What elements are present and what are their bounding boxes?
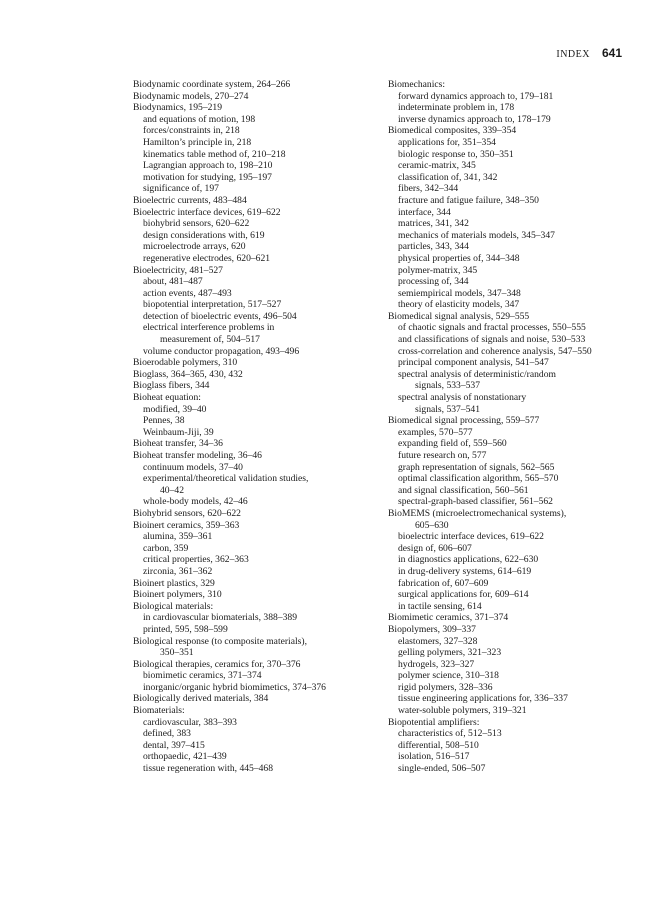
index-subentry: printed, 595, 598–599 [143, 623, 228, 635]
index-subentry: principal component analysis, 541–547 [398, 357, 549, 369]
index-subentry: polymer-matrix, 345 [398, 264, 478, 276]
index-subentry: expanding field of, 559–560 [398, 438, 507, 450]
index-subentry: spectral analysis of deterministic/random [398, 368, 556, 380]
index-subentry: particles, 343, 344 [398, 241, 469, 253]
index-subentry: indeterminate problem in, 178 [398, 102, 515, 114]
index-subentry: inverse dynamics approach to, 178–179 [398, 113, 551, 125]
index-subentry: of chaotic signals and fractal processes, 550–555 [398, 322, 586, 334]
index-subentry: forward dynamics approach to, 179–181 [398, 90, 554, 102]
index-subentry: significance of, 197 [143, 183, 219, 195]
index-entry: Biopolymers, 309–337 [388, 623, 476, 635]
index-entry: Biological therapies, ceramics for, 370–376 [133, 658, 301, 670]
index-entry: Biological materials: [133, 600, 214, 612]
index-subentry: action events, 487–493 [143, 287, 232, 299]
index-entry: Biomedical signal processing, 559–577 [388, 415, 540, 427]
index-subentry: mechanics of materials models, 345–347 [398, 229, 555, 241]
index-subentry: microelectrode arrays, 620 [143, 241, 246, 253]
index-subentry: hydrogels, 323–327 [398, 658, 475, 670]
index-column-left [133, 79, 373, 775]
index-subentry: carbon, 359 [143, 542, 189, 554]
index-subentry: tissue regeneration with, 445–468 [143, 763, 274, 775]
index-continuation: signals, 533–537 [415, 380, 481, 392]
index-subentry: biopotential interpretation, 517–527 [143, 299, 282, 311]
index-subentry: single-ended, 506–507 [398, 763, 486, 775]
index-subentry: critical properties, 362–363 [143, 554, 249, 566]
index-subentry: theory of elasticity models, 347 [398, 299, 520, 311]
index-continuation: 605–630 [415, 519, 449, 531]
index-subentry: dental, 397–415 [143, 739, 205, 751]
index-subentry: water-soluble polymers, 319–321 [398, 705, 527, 717]
index-subentry: elastomers, 327–328 [398, 635, 478, 647]
index-subentry: Hamilton’s principle in, 218 [143, 136, 252, 148]
index-subentry: in tactile sensing, 614 [398, 600, 482, 612]
index-entry: Biodynamics, 195–219 [133, 102, 223, 114]
index-subentry: whole-body models, 42–46 [143, 496, 248, 508]
index-continuation: 40–42 [160, 484, 184, 496]
index-subentry: ceramic-matrix, 345 [398, 160, 476, 172]
index-subentry: characteristics of, 512–513 [398, 728, 502, 740]
index-subentry: fibers, 342–344 [398, 183, 459, 195]
index-subentry: continuum models, 37–40 [143, 461, 243, 473]
index-subentry: detection of bioelectric events, 496–504 [143, 310, 297, 322]
index-entry: Biologically derived materials, 384 [133, 693, 269, 705]
index-subentry: future research on, 577 [398, 450, 487, 461]
index-subentry: biologic response to, 350–351 [398, 148, 514, 160]
index-subentry: matrices, 341, 342 [398, 218, 469, 230]
index-subentry: bioelectric interface devices, 619–622 [398, 531, 544, 543]
index-subentry: regenerative electrodes, 620–621 [143, 252, 271, 264]
index-entry: Bioglass fibers, 344 [133, 380, 210, 392]
index-subentry: applications for, 351–354 [398, 136, 496, 148]
index-subentry: alumina, 359–361 [143, 531, 213, 543]
index-entry: Bioinert ceramics, 359–363 [133, 519, 240, 531]
index-subentry: gelling polymers, 321–323 [398, 647, 502, 659]
index-subentry: biohybrid sensors, 620–622 [143, 218, 250, 230]
index-subentry: in diagnostics applications, 622–630 [398, 554, 539, 566]
index-subentry: cross-correlation and coherence analysis, 547–550 [398, 345, 592, 357]
index-subentry: Pennes, 38 [143, 415, 185, 427]
index-subentry: electrical interference problems in [143, 322, 275, 334]
section-title: INDEX [556, 49, 590, 60]
index-subentry: fabrication of, 607–609 [398, 577, 489, 589]
index-subentry: about, 481–487 [143, 276, 203, 288]
index-entry: Bioerodable polymers, 310 [133, 357, 238, 369]
index-subentry: and classifications of signals and noise, 530–533 [398, 334, 586, 346]
index-subentry: rigid polymers, 328–336 [398, 681, 493, 693]
index-subentry: Weinbaum-Jiji, 39 [143, 426, 214, 438]
index-entry: Biodynamic coordinate system, 264–266 [133, 79, 291, 90]
index-entry: Bioinert polymers, 310 [133, 589, 222, 601]
index-subentry: modified, 39–40 [143, 403, 207, 415]
index-entry: BioMEMS (microelectromechanical systems), [388, 507, 567, 519]
index-continuation: measurement of, 504–517 [160, 334, 260, 346]
index-entry: Biodynamic models, 270–274 [133, 90, 249, 102]
index-subentry: volume conductor propagation, 493–496 [143, 345, 300, 357]
index-subentry: in cardiovascular biomaterials, 388–389 [143, 612, 297, 624]
index-entry: Biological response (to composite materials), [133, 635, 307, 647]
index-entry: Biomedical signal analysis, 529–555 [388, 310, 530, 322]
index-entry: Bioglass, 364–365, 430, 432 [133, 368, 243, 380]
index-subentry: spectral analysis of nonstationary [398, 392, 527, 404]
index-subentry: experimental/theoretical validation studies, [143, 473, 309, 485]
index-subentry: orthopaedic, 421–439 [143, 751, 227, 763]
index-entry: Bioheat transfer modeling, 36–46 [133, 450, 262, 461]
index-subentry: and signal classification, 560–561 [398, 484, 529, 496]
index-subentry: fracture and fatigue failure, 348–350 [398, 194, 539, 206]
index-subentry: kinematics table method of, 210–218 [143, 148, 286, 160]
index-subentry: inorganic/organic hybrid biomimetics, 374–376 [143, 681, 326, 693]
page-number: 641 [601, 46, 622, 60]
index-subentry: forces/constraints in, 218 [143, 125, 240, 137]
index-entry: Bioelectricity, 481–527 [133, 264, 223, 276]
index-entry: Biomedical composites, 339–354 [388, 125, 517, 137]
index-subentry: tissue engineering applications for, 336–337 [398, 693, 568, 705]
index-subentry: physical properties of, 344–348 [398, 252, 520, 264]
index-entry: Biopotential amplifiers: [388, 716, 480, 728]
index-subentry: surgical applications for, 609–614 [398, 589, 529, 601]
index-subentry: in drug-delivery systems, 614–619 [398, 565, 532, 577]
index-continuation: signals, 537–541 [415, 403, 481, 415]
index-entry: Bioelectric currents, 483–484 [133, 194, 247, 206]
index-column-right [388, 79, 638, 775]
index-entry: Biomimetic ceramics, 371–374 [388, 612, 509, 624]
index-entry: Bioelectric interface devices, 619–622 [133, 206, 281, 218]
index-subentry: isolation, 516–517 [398, 751, 470, 763]
index-subentry: classification of, 341, 342 [398, 171, 498, 183]
index-subentry: cardiovascular, 383–393 [143, 716, 237, 728]
index-subentry: graph representation of signals, 562–565 [398, 461, 555, 473]
index-subentry: Lagrangian approach to, 198–210 [143, 160, 273, 172]
index-subentry: biomimetic ceramics, 371–374 [143, 670, 262, 682]
index-entry: Biomaterials: [133, 705, 185, 717]
index-subentry: processing of, 344 [398, 276, 469, 288]
index-subentry: optimal classification algorithm, 565–570 [398, 473, 559, 485]
index-continuation: 350–351 [160, 647, 194, 659]
index-entry: Biohybrid sensors, 620–622 [133, 507, 241, 519]
index-subentry: design of, 606–607 [398, 542, 472, 554]
index-subentry: examples, 570–577 [398, 426, 473, 438]
index-entry: Bioheat equation: [133, 392, 201, 404]
index-subentry: defined, 383 [143, 728, 191, 740]
index-entry: Bioheat transfer, 34–36 [133, 438, 223, 450]
index-subentry: interface, 344 [398, 206, 451, 218]
index-subentry: differential, 508–510 [398, 739, 479, 751]
index-subentry: spectral-graph-based classifier, 561–562 [398, 496, 553, 508]
index-subentry: zirconia, 361–362 [143, 565, 213, 577]
index-subentry: design considerations with, 619 [143, 229, 265, 241]
index-subentry: and equations of motion, 198 [143, 113, 256, 125]
running-header [556, 46, 622, 60]
index-subentry: semiempirical models, 347–348 [398, 287, 521, 299]
index-entry: Bioinert plastics, 329 [133, 577, 215, 589]
index-subentry: polymer science, 310–318 [398, 670, 499, 682]
index-entry: Biomechanics: [388, 79, 446, 90]
index-subentry: motivation for studying, 195–197 [143, 171, 272, 183]
